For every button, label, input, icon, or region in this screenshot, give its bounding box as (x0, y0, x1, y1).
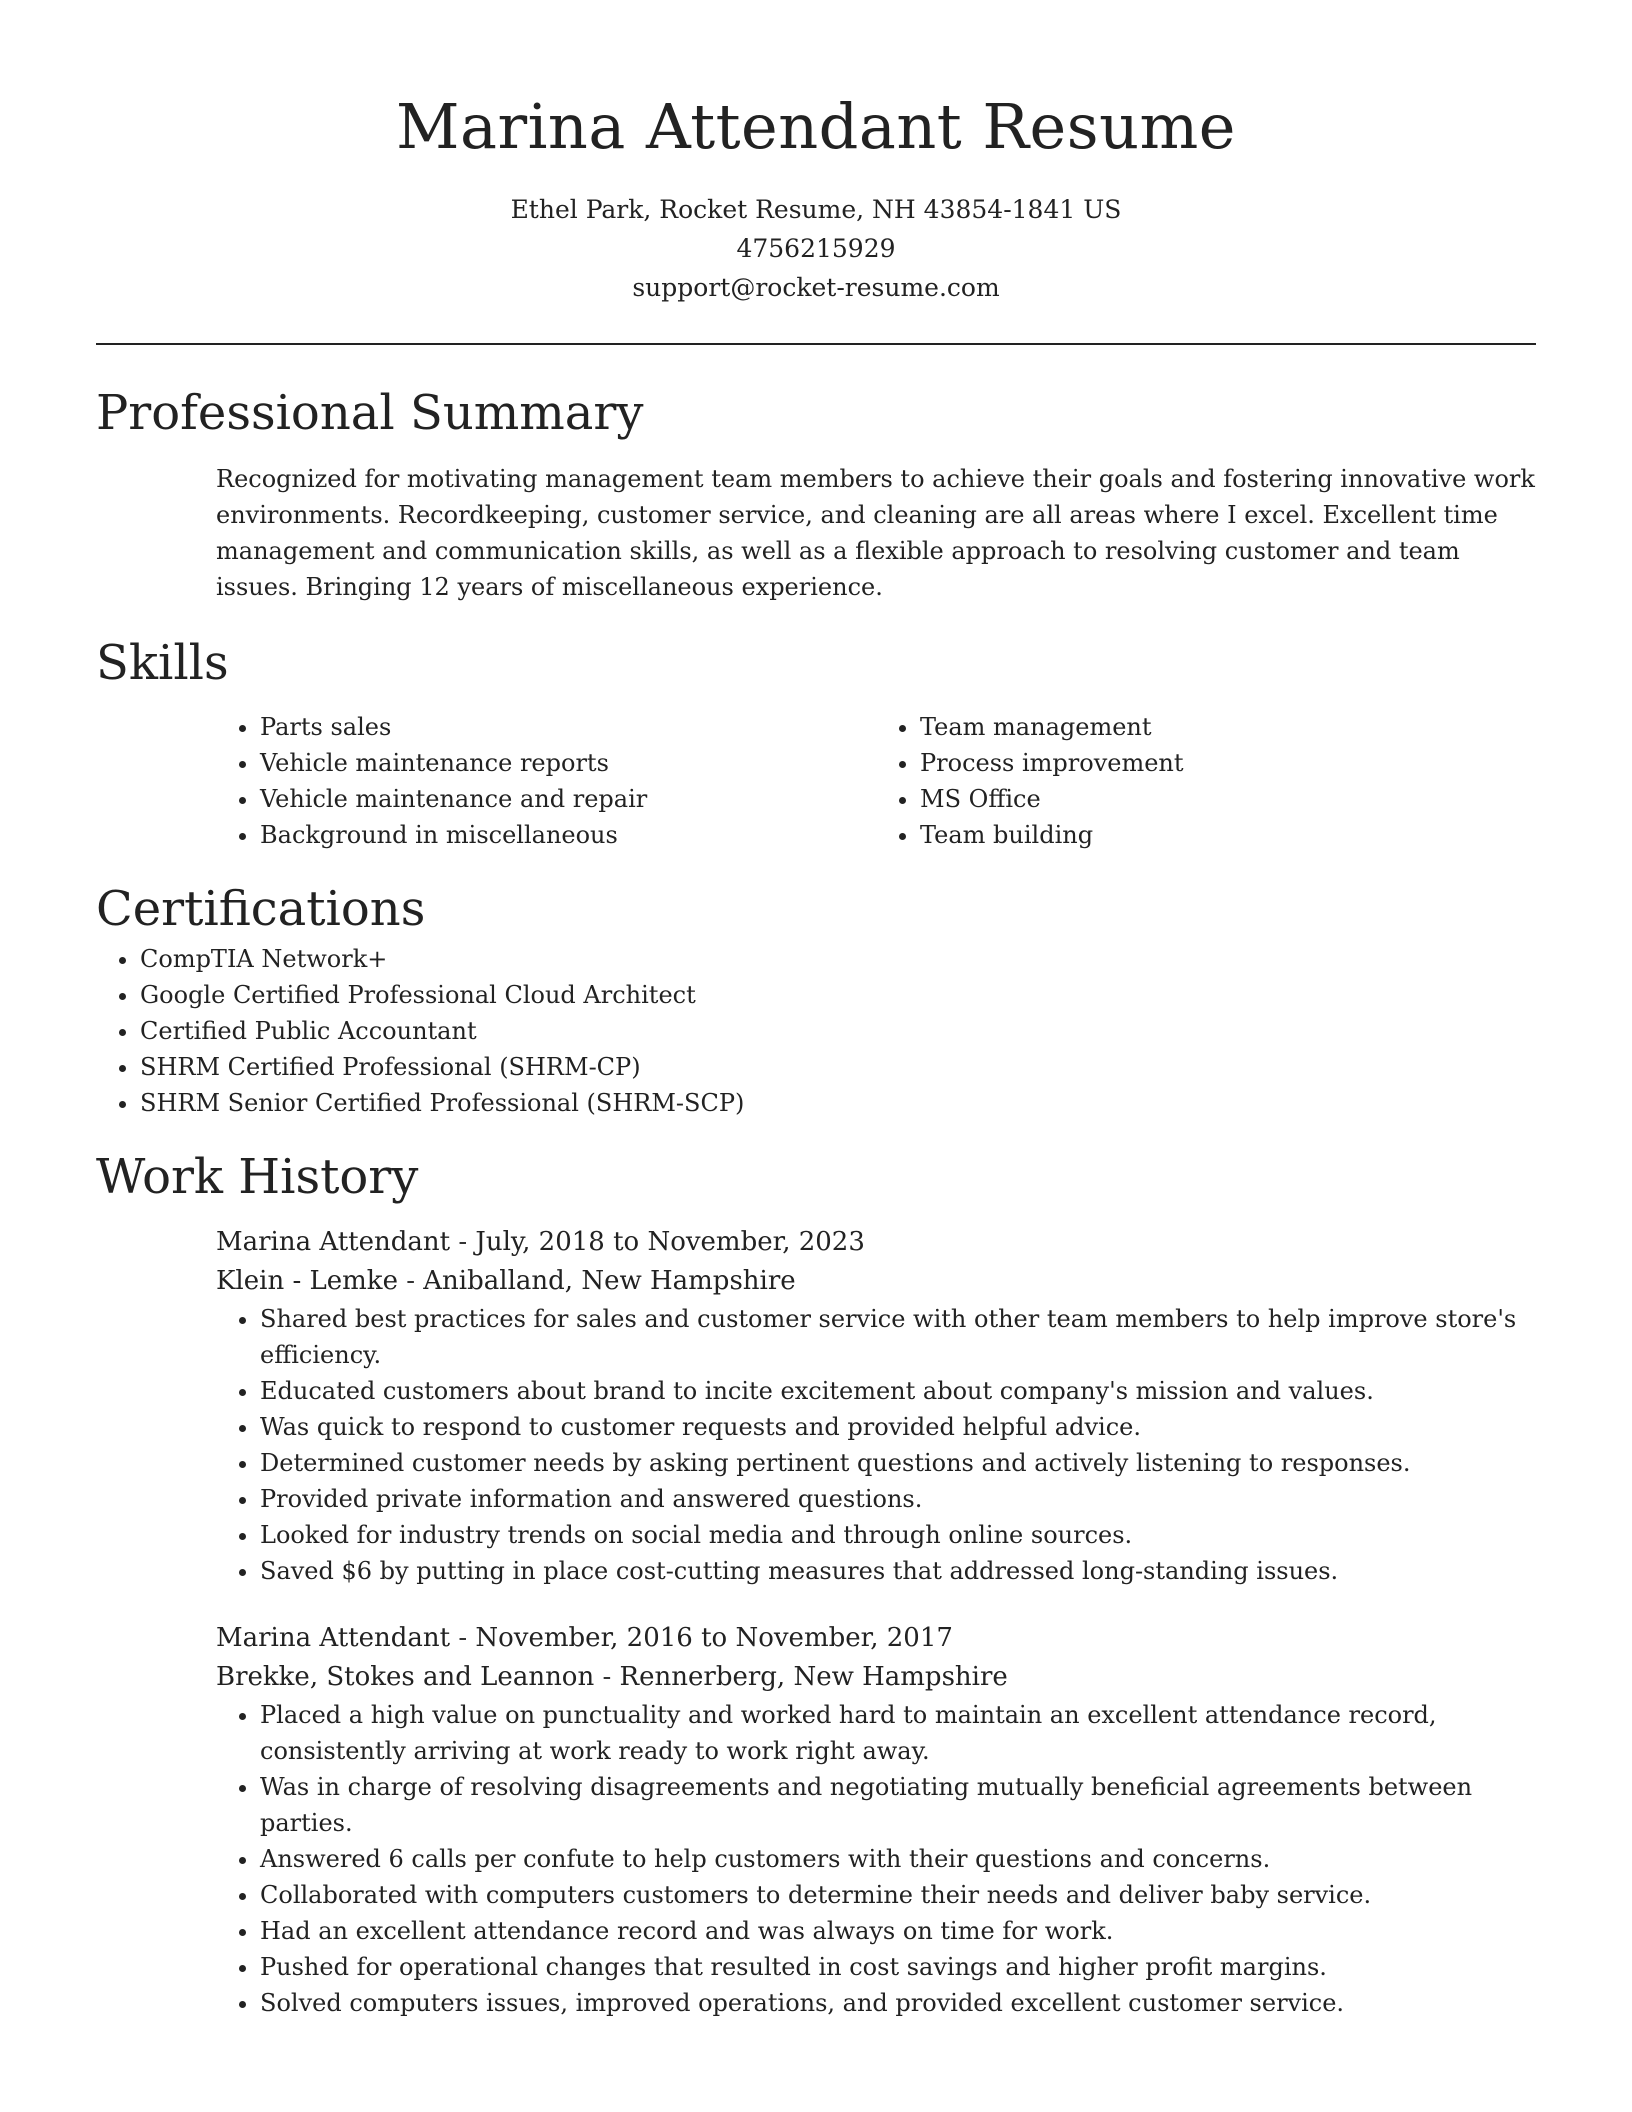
skills-list-left (216, 709, 876, 853)
job-title-line: Marina Attendant - July, 2018 to November, 2023 (216, 1227, 865, 1257)
job-duty-item: • Shared best practices for sales and customer service with other team members to help improve store's efficiency. (260, 1301, 1536, 1373)
summary-heading: Professional Summary (96, 385, 644, 441)
summary-text: Recognized for motivating management team members to achieve their goals and fostering innovative work environments. Recordkeeping, customer service, and cleaning are all areas where I excel. Excellent time management and communication skills, as well as a flexible approach to resolving customer and team issues. Bringing 12 years of miscellaneous experience. (216, 465, 1535, 601)
job-dates: July, 2018 to November, 2023 (475, 1227, 865, 1257)
skill-item: • MS Office (920, 781, 1536, 817)
contact-email: support@rocket-resume.com (632, 273, 1000, 302)
job-duties-list (216, 1301, 1536, 1589)
skill-item: • Team management (920, 709, 1536, 745)
job-location: Aniballand, New Hampshire (423, 1266, 796, 1296)
certifications-heading: Certifications (96, 881, 426, 937)
skills-grid (216, 709, 1536, 853)
job-entry (216, 1223, 1536, 1589)
job-duty-item: • Was in charge of resolving disagreements and negotiating mutually beneficial agreements between parties. (260, 1769, 1536, 1841)
job-duty-item: • Determined customer needs by asking pertinent questions and actively listening to responses. (260, 1445, 1536, 1481)
resume-header (96, 0, 1536, 307)
certification-item: • SHRM Certified Professional (SHRM-CP) (140, 1049, 1536, 1085)
certifications-list (96, 941, 1536, 1121)
resume-title: Marina Attendant Resume (396, 90, 1236, 163)
job-dates: November, 2016 to November, 2017 (475, 1623, 953, 1653)
work-history-heading: Work History (96, 1149, 419, 1205)
skill-item: • Vehicle maintenance reports (260, 745, 876, 781)
job-duty-item: • Educated customers about brand to incite excitement about company's mission and values. (260, 1373, 1536, 1409)
job-role: Marina Attendant (216, 1227, 451, 1257)
skills-heading: Skills (96, 635, 229, 691)
certification-item: • SHRM Senior Certified Professional (SHRM-SCP) (140, 1085, 1536, 1121)
job-duty-item: • Answered 6 calls per confute to help customers with their questions and concerns. (260, 1841, 1536, 1877)
job-duty-item: • Collaborated with computers customers to determine their needs and deliver baby service. (260, 1877, 1536, 1913)
job-entry (216, 1619, 1536, 2021)
job-company-line: Brekke, Stokes and Leannon - Rennerberg, New Hampshire (216, 1662, 1008, 1692)
job-duties-list (216, 1697, 1536, 2021)
skill-item: • Background in miscellaneous (260, 817, 876, 853)
job-company: Brekke, Stokes and Leannon (216, 1662, 595, 1692)
job-duty-item: • Solved computers issues, improved operations, and provided excellent customer service. (260, 1985, 1536, 2021)
contact-block (96, 190, 1536, 307)
header-divider (96, 343, 1536, 345)
skills-list-right (876, 709, 1536, 853)
job-duty-item: • Was quick to respond to customer requests and provided helpful advice. (260, 1409, 1536, 1445)
job-duty-item: • Provided private information and answered questions. (260, 1481, 1536, 1517)
skill-item: • Parts sales (260, 709, 876, 745)
job-company-line: Klein - Lemke - Aniballand, New Hampshire (216, 1266, 796, 1296)
certification-item: • Google Certified Professional Cloud Architect (140, 977, 1536, 1013)
certification-item: • Certified Public Accountant (140, 1013, 1536, 1049)
job-duty-item: • Pushed for operational changes that resulted in cost savings and higher profit margins. (260, 1949, 1536, 1985)
job-role: Marina Attendant (216, 1623, 451, 1653)
contact-address: Ethel Park, Rocket Resume, NH 43854-1841 US (510, 195, 1122, 224)
job-location: Rennerberg, New Hampshire (619, 1662, 1008, 1692)
certification-item: • CompTIA Network+ (140, 941, 1536, 977)
job-duty-item: • Saved $6 by putting in place cost-cutting measures that addressed long-standing issues. (260, 1553, 1536, 1589)
job-duty-item: • Placed a high value on punctuality and worked hard to maintain an excellent attendance record, consistently arriving at work ready to work right away. (260, 1697, 1536, 1769)
skill-item: • Process improvement (920, 745, 1536, 781)
job-title-line: Marina Attendant - November, 2016 to November, 2017 (216, 1623, 953, 1653)
job-company: Klein - Lemke (216, 1266, 398, 1296)
job-duty-item: • Looked for industry trends on social media and through online sources. (260, 1517, 1536, 1553)
skill-item: • Team building (920, 817, 1536, 853)
contact-phone: 4756215929 (736, 234, 896, 263)
skill-item: • Vehicle maintenance and repair (260, 781, 876, 817)
job-duty-item: • Had an excellent attendance record and was always on time for work. (260, 1913, 1536, 1949)
